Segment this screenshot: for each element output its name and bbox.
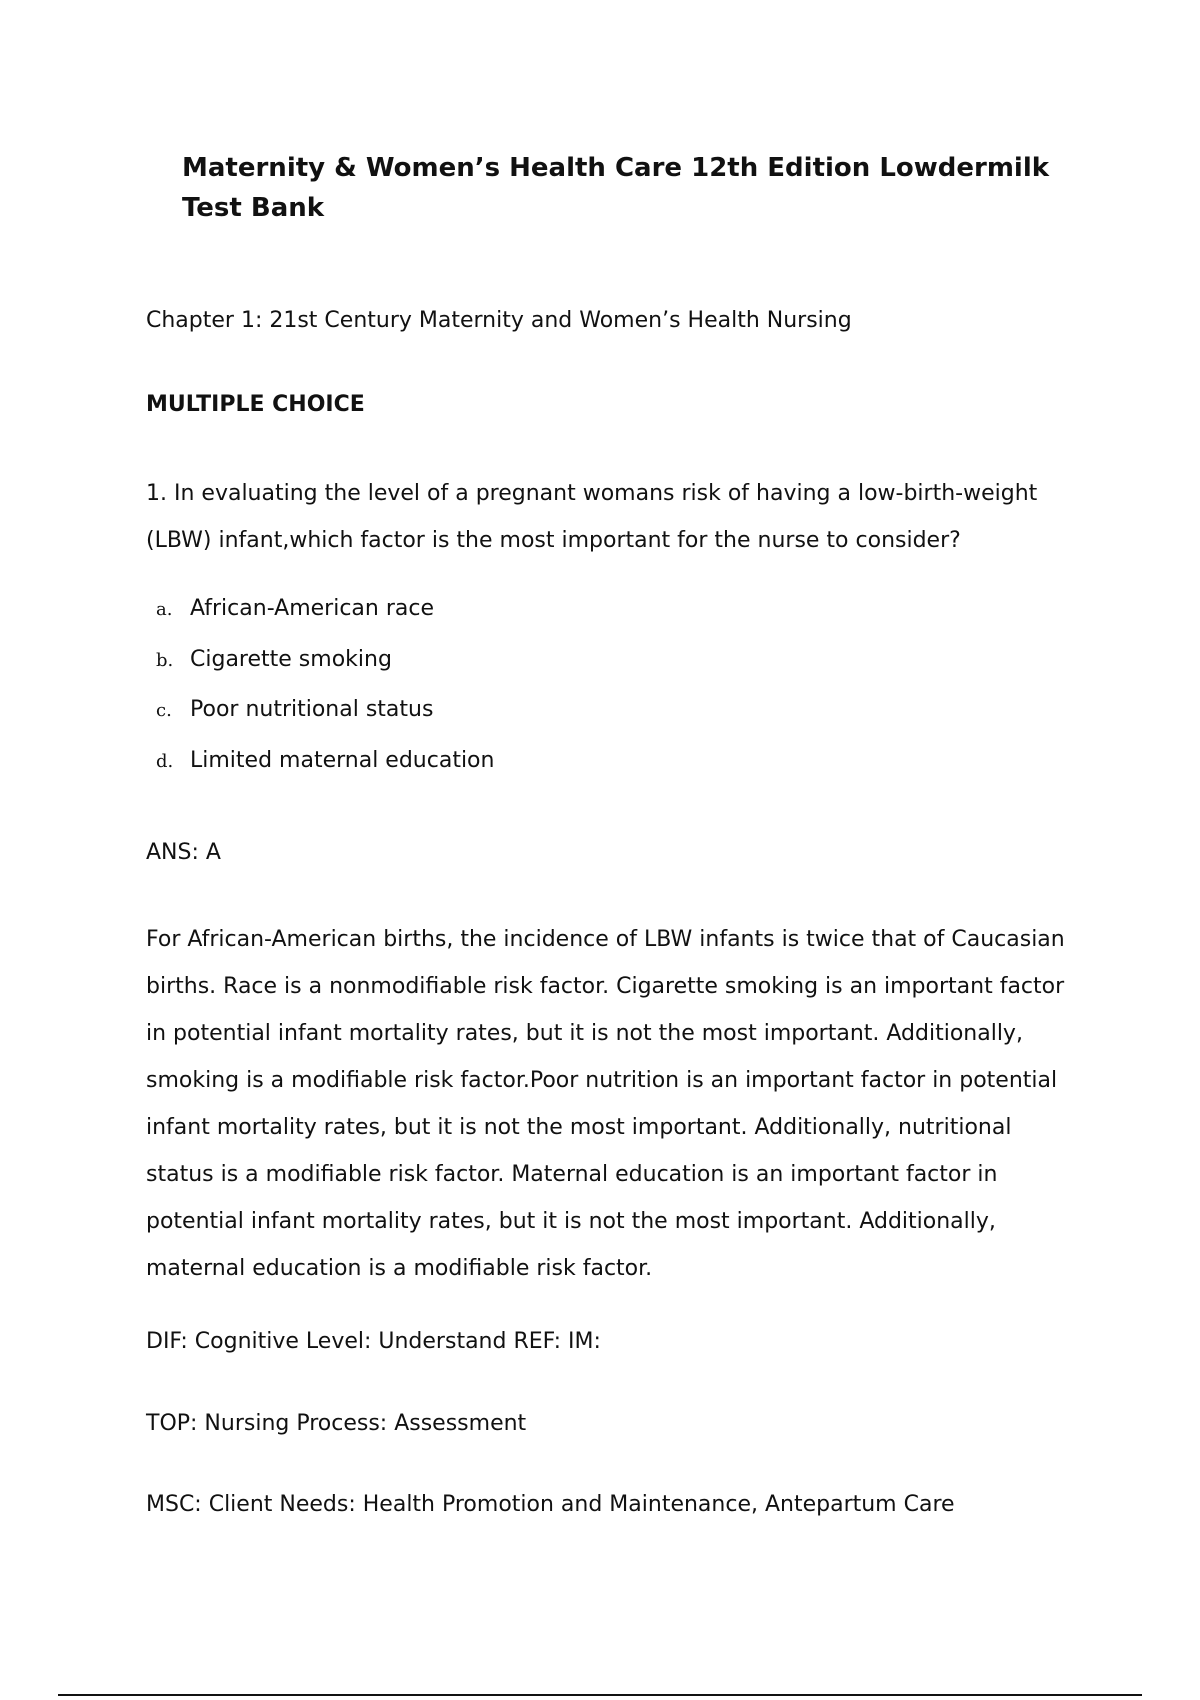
footer-divider bbox=[58, 1694, 1142, 1696]
client-needs-line: MSC: Client Needs: Health Promotion and Maintenance, Antepartum Care bbox=[146, 1492, 955, 1517]
answer-option-b bbox=[146, 647, 494, 698]
option-text: Limited maternal education bbox=[190, 747, 495, 773]
option-text: Poor nutritional status bbox=[190, 697, 434, 722]
option-text: Cigarette smoking bbox=[190, 646, 392, 672]
answer-option-d bbox=[146, 748, 494, 799]
answer-options-list bbox=[146, 596, 494, 798]
difficulty-line: DIF: Cognitive Level: Understand REF: IM: bbox=[146, 1329, 601, 1354]
answer-option-c bbox=[146, 697, 494, 748]
answer-key: ANS: A bbox=[146, 840, 221, 865]
answer-option-a bbox=[146, 596, 494, 647]
document-title: Maternity & Women’s Health Care 12th Edition Lowdermilk Test Bank bbox=[182, 153, 1050, 223]
option-text: African-American race bbox=[190, 596, 434, 621]
answer-rationale: For African-American births, the incidence of LBW infants is twice that of Caucasian births. Race is a nonmodifiable risk factor. Cigarette smoking is an important factor in potential infant mortality rates, but it is not the most important. Additionally, smoking is a modifiable risk factor.Poor nutrition is an important factor in potential infant mortality rates, but it is not the most important. Additionally, nutritional status is a modifiable risk factor. Maternal education is an important factor in potential infant mortality rates, but it is not the most important. Additionally, maternal education is a modifiable risk factor. bbox=[146, 927, 1065, 1281]
option-letter: b. bbox=[156, 649, 174, 671]
chapter-heading: Chapter 1: 21st Century Maternity and Women’s Health Nursing bbox=[146, 308, 852, 333]
topic-line: TOP: Nursing Process: Assessment bbox=[146, 1411, 527, 1436]
option-letter: d. bbox=[156, 750, 174, 772]
option-letter: c. bbox=[156, 700, 172, 721]
question-text: 1. In evaluating the level of a pregnant womans risk of having a low-birth-weight (LBW) infant,which factor is the most important for the nurse to consider? bbox=[146, 481, 1038, 553]
option-letter: a. bbox=[156, 599, 173, 620]
section-heading: MULTIPLE CHOICE bbox=[146, 392, 365, 417]
